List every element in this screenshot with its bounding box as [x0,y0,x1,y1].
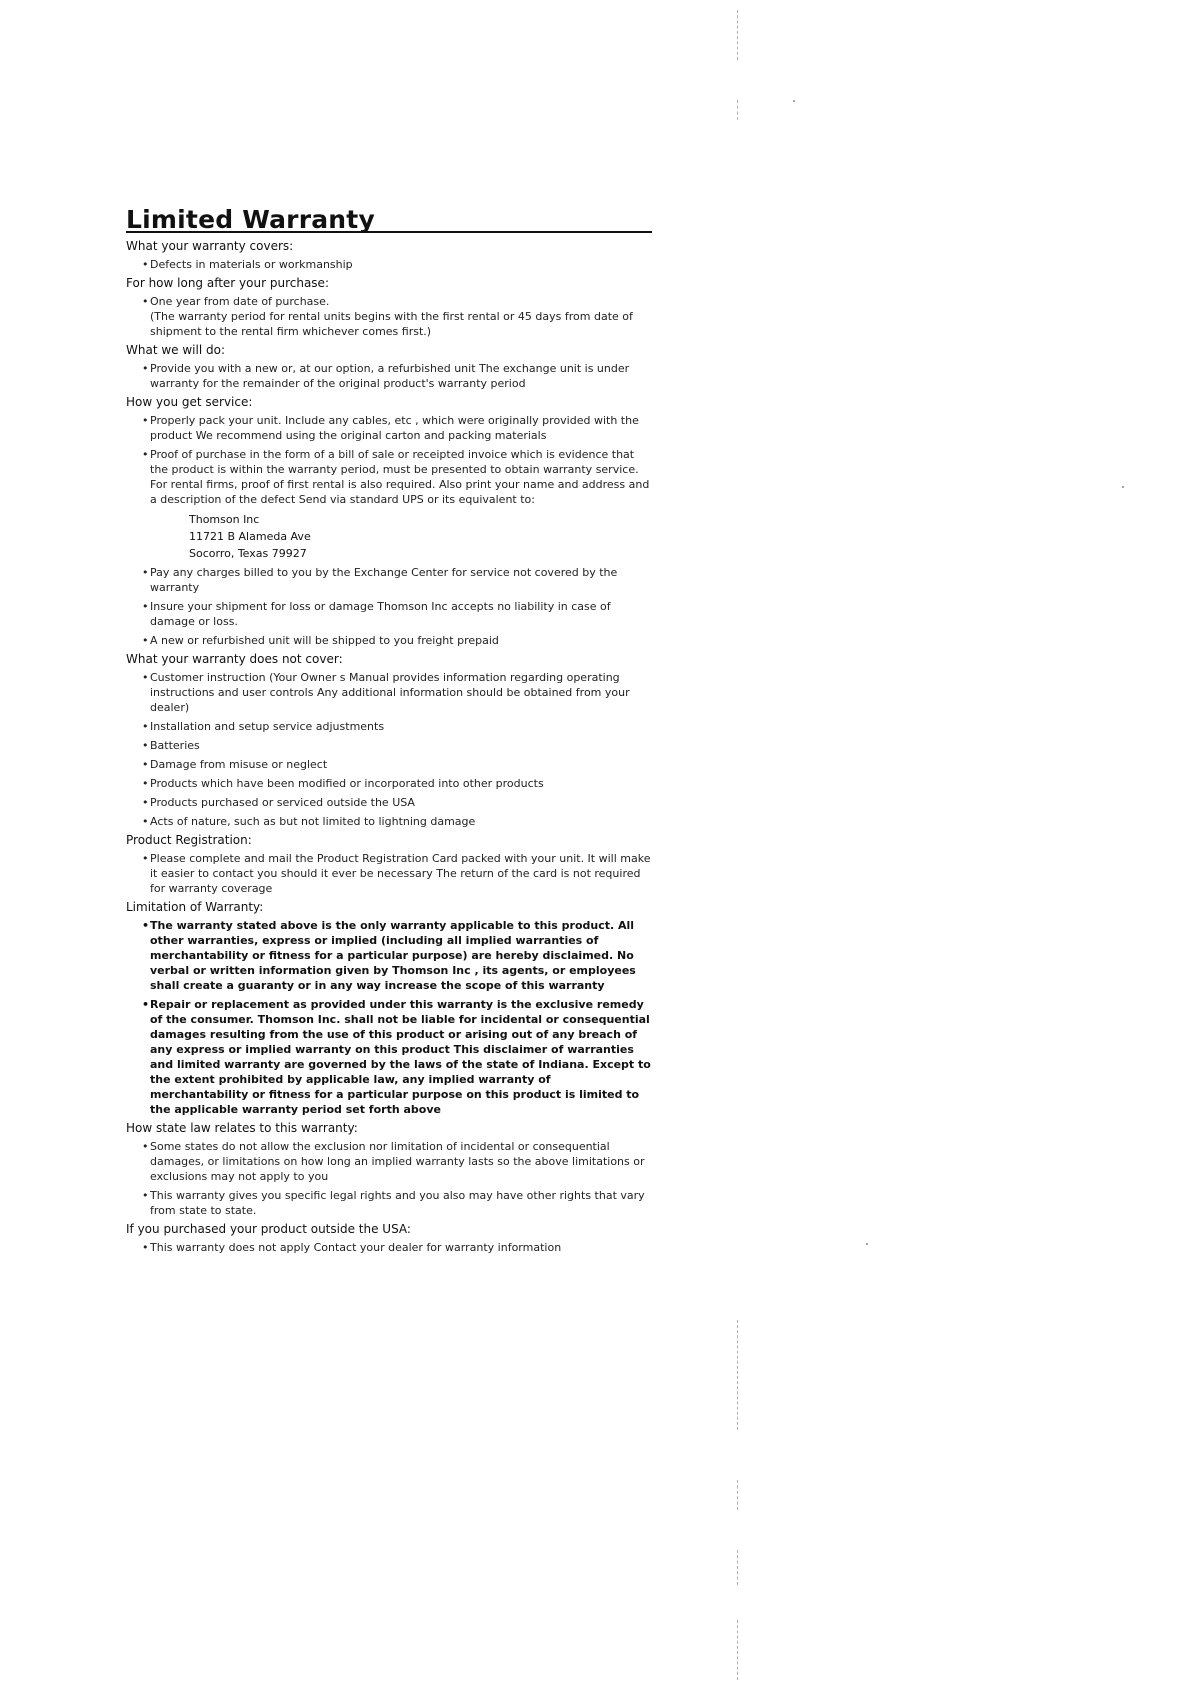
list-item: • Please complete and mail the Product Registration Card packed with your unit. It will make it easier to contact you should it ever be necessary The return of the card is not required for warranty coverage [126,851,652,896]
list-item: • This warranty does not apply Contact your dealer for warranty information [126,1240,652,1255]
mailing-address [126,511,652,562]
list-item: • Proof of purchase in the form of a bill of sale or receipted invoice which is evidence that the product is within the warranty period, must be presented to obtain warranty service. For rental firms, proof of first rental is also required. Also print your name and address and a description of the defect Send via standard UPS or its equivalent to: [126,447,652,507]
list-item: • Insure your shipment for loss or damage Thomson Inc accepts no liability in case of damage or loss. [126,599,652,629]
list-item: • Some states do not allow the exclusion nor limitation of incidental or consequential damages, or limitations on how long an implied warranty lasts so the above limitations or exclusions may not apply to you [126,1139,652,1184]
list-item: • Batteries [126,738,652,753]
list-item: • A new or refurbished unit will be shipped to you freight prepaid [126,633,652,648]
list-item: • Acts of nature, such as but not limited to lightning damage [126,814,652,829]
list-item: • Customer instruction (Your Owner s Manual provides information regarding operating instructions and user controls Any additional information should be obtained from your dealer) [126,670,652,715]
section-heading: What your warranty covers: [126,239,294,253]
section-heading: How state law relates to this warranty: [126,1121,358,1135]
warranty-document [126,205,652,1259]
scan-edge-line [737,100,738,120]
list-item: • Damage from misuse or neglect [126,757,652,772]
scan-edge-line [737,1620,738,1680]
section-heading: Limitation of Warranty: [126,900,264,914]
address-line: Thomson Inc [189,513,260,526]
page-title: Limited Warranty [126,205,375,234]
list-item: • Products purchased or serviced outside the USA [126,795,652,810]
list-item-note: (The warranty period for rental units begins with the first rental or 45 days from date of shipment to the rental firm whichever comes first.) [150,310,633,338]
scan-speck [1122,486,1124,488]
section-heading: If you purchased your product outside the USA: [126,1222,411,1236]
address-line: 11721 B Alameda Ave [189,530,311,543]
list-item: • Provide you with a new or, at our option, a refurbished unit The exchange unit is under warranty for the remainder of the original product's warranty period [126,361,652,391]
scan-edge-line [737,1320,738,1430]
section-heading: What we will do: [126,343,225,357]
list-item [126,294,652,339]
scan-edge-line [737,1480,738,1510]
list-item: • Defects in materials or workmanship [126,257,652,272]
scan-speck [866,1243,868,1245]
section-heading: How you get service: [126,395,253,409]
scan-edge-line [737,10,738,60]
list-item: • This warranty gives you specific legal rights and you also may have other rights that vary from state to state. [126,1188,652,1218]
list-item: • Repair or replacement as provided under this warranty is the exclusive remedy of the consumer. Thomson Inc. shall not be liable for incidental or consequential damages resulting from the use of this product or arising out of any breach of any express or implied warranty on this product This disclaimer of warranties and limited warranty are governed by the laws of the state of Indiana. Except to the extent prohibited by applicable law, any implied warranty of merchantability or fitness for a particular purpose on this product is limited to the applicable warranty period set forth above [126,997,652,1117]
section-heading: Product Registration: [126,833,252,847]
list-item: • Installation and setup service adjustments [126,719,652,734]
list-item: • Pay any charges billed to you by the Exchange Center for service not covered by the warranty [126,565,652,595]
section-heading: What your warranty does not cover: [126,652,343,666]
address-line: Socorro, Texas 79927 [189,547,307,560]
list-item: • The warranty stated above is the only warranty applicable to this product. All other warranties, express or implied (including all implied warranties of merchantability or fitness for a particular purpose) are hereby disclaimed. No verbal or written information given by Thomson Inc , its agents, or employees shall create a guaranty or in any way increase the scope of this warranty [126,918,652,993]
list-item: • Products which have been modified or incorporated into other products [126,776,652,791]
scan-speck [793,100,795,102]
scan-edge-line [737,1550,738,1585]
list-item-text: One year from date of purchase. [150,295,330,308]
list-item: • Properly pack your unit. Include any cables, etc , which were originally provided with the product We recommend using the original carton and packing materials [126,413,652,443]
section-heading: For how long after your purchase: [126,276,329,290]
